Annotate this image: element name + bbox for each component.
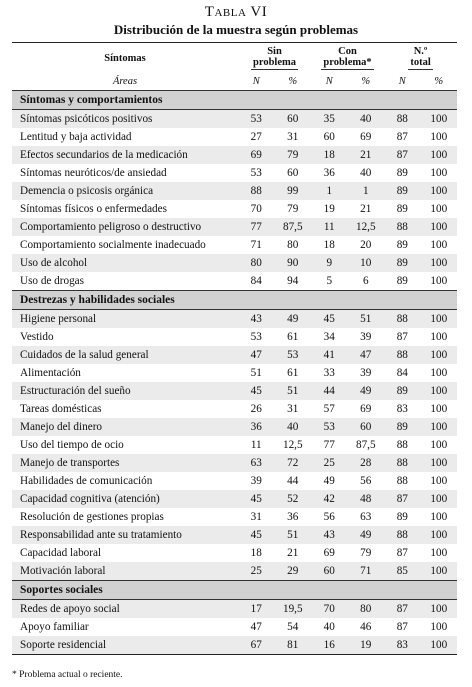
table-cell: 49 [348,526,385,544]
table-cell: 11 [311,218,348,236]
table-cell: 88 [384,454,421,472]
table-cell: 100 [421,454,458,472]
table-cell: 69 [360,403,372,415]
table-cell: 89 [384,254,421,272]
table-cell: 39 [360,367,372,379]
table-cell: 60 [348,418,385,436]
table-cell: 85 [384,562,421,581]
table-cell: 70 [250,203,262,215]
table-cell: 87 [384,600,421,619]
table-cell: 40 [348,110,385,129]
table-cell: 61 [287,331,299,343]
table-cell: 42 [311,490,348,508]
table-cell: 40 [360,167,372,179]
table-cell: 100 [421,218,458,236]
table-cell: 1 [348,182,385,200]
table-cell: 18 [250,547,262,559]
table-cell: 89 [396,203,408,215]
table-cell: 19 [323,203,335,215]
table-cell: 77 [323,439,335,451]
table-cell: 100 [430,275,448,287]
table-cell: 1 [311,182,348,200]
table-cell: 100 [430,203,448,215]
table-cell: 88 [384,310,421,329]
header-con-problema: Con problema* [311,43,384,74]
table-cell: 18 [311,146,348,164]
table-cell: 100 [421,418,458,436]
table-cell: 47 [238,346,275,364]
table-row [12,618,457,636]
table-cell: 89 [396,239,408,251]
table-cell: 57 [323,403,335,415]
table-cell: 45 [311,310,348,329]
table-cell: 43 [311,526,348,544]
table-cell: 100 [430,403,448,415]
table-cell: 51 [275,526,312,544]
table-row [12,490,457,508]
table-row [12,218,457,236]
table-cell: 89 [396,511,408,523]
subheader-pct: % [421,73,458,91]
table-cell: 67 [238,636,275,655]
row-label: Capacidad cognitiva (atención) [12,490,238,508]
table-cell: 100 [430,131,448,143]
table-cell: 87,5 [355,439,376,451]
table-cell: 70 [311,600,348,619]
table-cell: 100 [421,600,458,619]
table-cell: 88 [396,439,408,451]
table-cell: 99 [275,182,312,200]
table-cell: 47 [348,346,385,364]
table-cell: 84 [396,367,408,379]
row-label: Comportamiento socialmente inadecuado [20,239,206,251]
table-cell: 100 [421,636,458,655]
table-caption-title: Distribución de la muestra según problemas [113,22,359,37]
row-label: Demencia o psicosis orgánica [12,182,238,200]
row-label: Vestido [20,331,54,343]
table-cell: 89 [384,382,421,400]
table-cell: 40 [323,621,335,633]
table-cell: 28 [348,454,385,472]
table-cell: 81 [275,636,312,655]
table-cell: 89 [396,167,408,179]
table-cell: 100 [430,331,448,343]
table-row [12,562,457,581]
table-cell: 88 [396,475,408,487]
table-cell: 40 [275,418,312,436]
table-row [12,544,457,562]
table-cell: 87 [384,146,421,164]
table-cell: 53 [238,110,275,129]
table-row [12,400,457,418]
table-cell: 100 [430,475,448,487]
table-row [12,600,457,619]
table-cell: 19 [348,636,385,655]
table-cell: 12,5 [282,439,303,451]
table-row [12,454,457,472]
table-cell: 69 [360,131,372,143]
row-label: Resolución de gestiones propias [20,511,164,523]
table-row [12,346,457,364]
table-cell: 33 [323,367,335,379]
table-cell: 20 [360,239,372,251]
footnote: * Problema actual o reciente. [12,670,123,680]
table-cell: 10 [348,254,385,272]
table-body [12,91,457,655]
table-cell: 89 [384,418,421,436]
table-cell: 71 [250,239,262,251]
table-cell: 26 [250,403,262,415]
section-title: Soportes sociales [12,581,457,600]
row-label: Higiene personal [12,310,238,329]
table-cell: 80 [348,600,385,619]
table-cell: 45 [238,490,275,508]
table-row [12,382,457,400]
table-cell: 44 [287,475,299,487]
table-cell: 5 [326,275,333,287]
table-cell: 56 [360,475,372,487]
table-cell: 35 [311,110,348,129]
table-cell: 87 [384,490,421,508]
table-cell: 9 [311,254,348,272]
table-cell: 6 [362,275,369,287]
row-label: Manejo de transportes [12,454,238,472]
table-cell: 45 [238,526,275,544]
section-header [12,291,457,310]
table-cell: 36 [323,167,335,179]
table-cell: 87 [396,547,408,559]
row-label: Redes de apoyo social [12,600,238,619]
table-cell: 41 [311,346,348,364]
table-cell: 100 [430,547,448,559]
subheader-pct: % [348,73,385,91]
table-cell: 29 [275,562,312,581]
table-cell: 60 [287,167,299,179]
table-cell: 100 [430,621,448,633]
table-cell: 60 [311,562,348,581]
table-cell: 60 [275,110,312,129]
section-title: Síntomas y comportamientos [12,91,457,110]
table-cell: 17 [238,600,275,619]
header-areas: Áreas [12,73,238,91]
table-cell: 25 [311,454,348,472]
row-label: Uso de drogas [20,275,85,287]
table-cell: 53 [311,418,348,436]
table-row [12,200,457,218]
table-cell: 51 [348,310,385,329]
table-row [12,272,457,291]
table-cell: 100 [421,110,458,129]
row-label: Efectos secundarios de la medicación [12,146,238,164]
table-cell: 88 [384,526,421,544]
table-cell: 94 [287,275,299,287]
row-label: Responsabilidad ante su tratamiento [12,526,238,544]
row-label: Apoyo familiar [20,621,89,633]
table-cell: 49 [323,475,335,487]
table-cell: 54 [287,621,299,633]
table-cell: 31 [287,403,299,415]
table-cell: 43 [238,310,275,329]
table-cell: 100 [430,167,448,179]
table-cell: 100 [421,182,458,200]
table-cell: 21 [287,547,299,559]
row-label: Habilidades de comunicación [20,475,153,487]
table-cell: 45 [238,382,275,400]
table-row [12,508,457,526]
table-row [12,526,457,544]
table-row [12,236,457,254]
table-cell: 72 [275,454,312,472]
table-cell: 88 [238,182,275,200]
table-cell: 51 [250,367,262,379]
table-cell: 51 [275,382,312,400]
row-label: Cuidados de la salud general [12,346,238,364]
table-cell: 79 [360,547,372,559]
distribution-table [12,42,457,655]
row-label: Síntomas psicóticos positivos [12,110,238,129]
table-cell: 27 [250,131,262,143]
subheader-n: N [384,73,421,91]
table-row [12,418,457,436]
table-cell: 87 [396,131,408,143]
table-row [12,436,457,454]
section-header [12,91,457,110]
section-header [12,581,457,600]
table-cell: 80 [238,254,275,272]
table-cell: 49 [275,310,312,329]
row-label: Tareas domésticas [20,403,102,415]
table-row [12,128,457,146]
table-cell: 52 [275,490,312,508]
table-cell: 71 [348,562,385,581]
table-cell: 56 [323,511,335,523]
table-cell: 61 [287,367,299,379]
table-cell: 21 [360,203,372,215]
table-cell: 88 [384,346,421,364]
row-label: Lentitud y baja actividad [20,131,132,143]
table-cell: 83 [384,636,421,655]
table-cell: 87 [396,331,408,343]
table-cell: 84 [250,275,262,287]
table-cell: 53 [250,167,262,179]
header-total: N.º total [384,43,457,74]
table-row [12,110,457,129]
table-cell: 79 [275,146,312,164]
table-cell: 21 [348,146,385,164]
row-label: Manejo del dinero [12,418,238,436]
table-cell: 53 [275,346,312,364]
table-row [12,254,457,272]
table-cell: 25 [238,562,275,581]
table-cell: 63 [360,511,372,523]
table-cell: 87,5 [275,218,312,236]
table-cell: 19,5 [275,600,312,619]
table-cell: 100 [430,367,448,379]
table-cell: 18 [323,239,335,251]
subheader-n: N [311,73,348,91]
table-cell: 88 [384,110,421,129]
table-cell: 77 [238,218,275,236]
section-title: Destrezas y habilidades sociales [12,291,457,310]
table-cell: 49 [348,382,385,400]
table-row [12,328,457,346]
table-cell: 31 [287,131,299,143]
table-row [12,164,457,182]
row-label: Síntomas neuróticos/de ansiedad [20,167,167,179]
table-cell: 90 [275,254,312,272]
row-label: Uso de alcohol [12,254,238,272]
table-cell: 47 [250,621,262,633]
table-cell: 48 [348,490,385,508]
table-cell: 16 [311,636,348,655]
table-cell: 88 [384,218,421,236]
table-cell: 69 [238,146,275,164]
table-row [12,146,457,164]
row-label: Capacidad laboral [20,547,102,559]
table-cell: 89 [384,182,421,200]
table-cell: 87 [396,621,408,633]
table-cell: 100 [421,346,458,364]
row-label: Síntomas físicos o enfermedades [20,203,167,215]
table-cell: 100 [430,439,448,451]
table-cell: 79 [287,203,299,215]
table-cell: 100 [421,526,458,544]
table-cell: 39 [250,475,262,487]
row-label: Uso del tiempo de ocio [20,439,124,451]
header-sin-problema: Sin problema [238,43,311,74]
table-row [12,472,457,490]
table-cell: 36 [287,511,299,523]
table-cell: 60 [323,131,335,143]
table-cell: 80 [287,239,299,251]
row-label: Alimentación [20,367,81,379]
table-row [12,182,457,200]
table-cell: 100 [421,254,458,272]
table-cell: 100 [421,310,458,329]
table-cell: 69 [323,547,335,559]
row-label: Estructuración del sueño [12,382,238,400]
table-cell: 12,5 [348,218,385,236]
row-label: Soporte residencial [12,636,238,655]
table-cell: 31 [250,511,262,523]
table-row [12,364,457,382]
table-cell: 100 [430,511,448,523]
subheader-pct: % [275,73,312,91]
subheader-n: N [238,73,275,91]
table-cell: 100 [430,239,448,251]
table-cell: 34 [323,331,335,343]
table-cell: 63 [238,454,275,472]
table-cell: 100 [421,562,458,581]
table-caption-label: Tabla VI [204,4,268,20]
table-cell: 46 [360,621,372,633]
row-label: Comportamiento peligroso o destructivo [12,218,238,236]
table-cell: 39 [360,331,372,343]
table-cell: 11 [250,439,262,451]
table-cell: 89 [396,275,408,287]
table-cell: 53 [250,331,262,343]
table-cell: 100 [421,146,458,164]
table-cell: 100 [421,382,458,400]
table-cell: 83 [396,403,408,415]
table-cell: 36 [238,418,275,436]
table-row [12,310,457,329]
table-cell: 100 [421,490,458,508]
header-sintomas: Síntomas [12,43,238,74]
table-row [12,636,457,655]
table-cell: 44 [311,382,348,400]
row-label: Motivación laboral [12,562,238,581]
